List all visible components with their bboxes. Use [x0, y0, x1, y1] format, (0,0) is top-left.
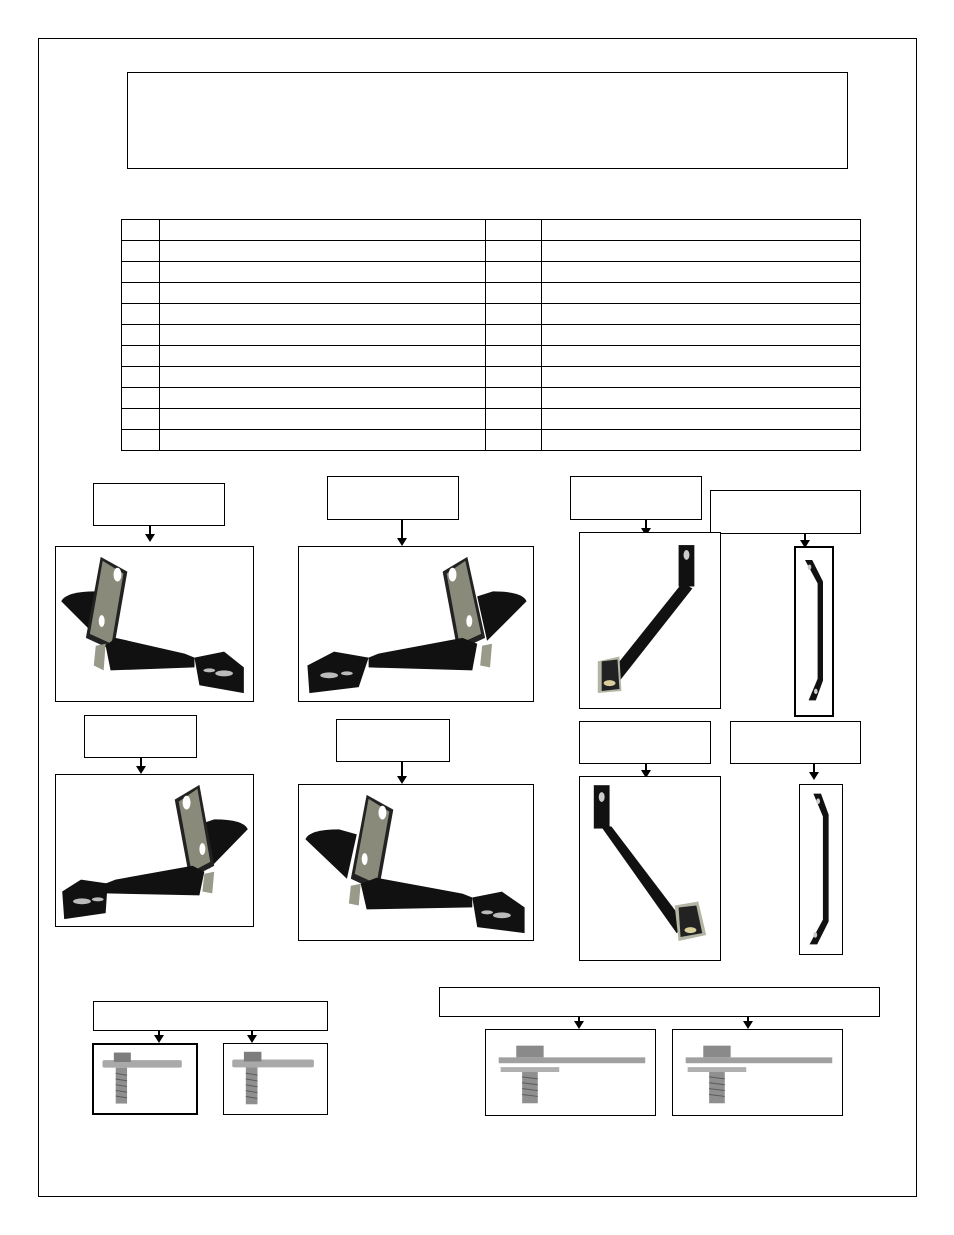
parts-table-cell — [486, 241, 542, 262]
parts-table-cell — [542, 262, 861, 283]
parts-table-cell — [542, 241, 861, 262]
bolt-image — [94, 1045, 196, 1113]
notice-box — [127, 72, 848, 169]
arrow-head — [574, 1021, 584, 1029]
arrow-head — [247, 1035, 257, 1043]
parts-table-cell — [486, 325, 542, 346]
parts-table-cell — [542, 388, 861, 409]
photo-small-bolt-1 — [92, 1043, 198, 1115]
parts-table-row — [122, 241, 861, 262]
parts-table-cell — [486, 283, 542, 304]
bracket-image — [56, 775, 253, 926]
parts-table-cell — [542, 304, 861, 325]
parts-table-cell — [122, 241, 160, 262]
photo-strap-bracket-b — [579, 776, 721, 961]
photo-bracket-left-rear — [55, 774, 254, 927]
parts-table-cell — [486, 304, 542, 325]
photo-large-bolt-1 — [485, 1029, 656, 1116]
parts-table-cell — [122, 262, 160, 283]
parts-table-row — [122, 430, 861, 451]
arrow-line — [401, 520, 403, 539]
callout-bracket-left-front — [93, 483, 225, 526]
parts-table-cell — [159, 262, 486, 283]
parts-list-body — [122, 220, 861, 451]
photo-flat-strap-a — [794, 546, 834, 717]
parts-table-cell — [542, 220, 861, 241]
parts-table-cell — [122, 346, 160, 367]
parts-table-cell — [159, 430, 486, 451]
parts-table-row — [122, 304, 861, 325]
parts-table-cell — [542, 430, 861, 451]
parts-table-cell — [486, 388, 542, 409]
bolt-image — [224, 1044, 327, 1114]
flat-strap-image — [800, 785, 842, 954]
callout-bracket-left-rear — [84, 715, 197, 758]
callout-bracket-right-rear — [336, 719, 450, 762]
parts-table-cell — [486, 220, 542, 241]
parts-table-cell — [486, 367, 542, 388]
arrow-head — [145, 534, 155, 542]
bolt-image — [486, 1030, 655, 1115]
parts-table-cell — [486, 430, 542, 451]
flat-strap-image — [796, 548, 832, 715]
arrow-head — [397, 538, 407, 546]
parts-table-cell — [122, 430, 160, 451]
parts-table-cell — [122, 409, 160, 430]
callout-strap-bracket-b — [579, 721, 711, 764]
parts-table-cell — [122, 283, 160, 304]
parts-list-table — [121, 219, 861, 451]
parts-table-cell — [159, 220, 486, 241]
parts-table-cell — [159, 325, 486, 346]
parts-table-row — [122, 325, 861, 346]
parts-table-row — [122, 283, 861, 304]
photo-small-bolt-2 — [223, 1043, 328, 1115]
photo-large-bolt-2 — [672, 1029, 843, 1116]
bracket-image — [56, 547, 253, 701]
callout-strap-bracket-a — [570, 476, 702, 520]
callout-bracket-right-front — [327, 476, 459, 520]
parts-table-cell — [122, 220, 160, 241]
parts-table-cell — [122, 367, 160, 388]
strap-bracket-image — [580, 533, 720, 708]
callout-small-bolt-set — [93, 1001, 328, 1031]
arrow-line — [140, 758, 142, 766]
callout-flat-strap-b — [730, 721, 861, 764]
photo-bracket-right-front — [298, 546, 534, 702]
photo-strap-bracket-a — [579, 532, 721, 709]
callout-large-bolt-set — [439, 987, 880, 1017]
parts-table-cell — [542, 325, 861, 346]
parts-table-cell — [159, 241, 486, 262]
parts-table-row — [122, 220, 861, 241]
bolt-image — [673, 1030, 842, 1115]
photo-bracket-left-front — [55, 546, 254, 702]
parts-table-cell — [122, 304, 160, 325]
photo-flat-strap-b — [799, 784, 843, 955]
parts-table-cell — [159, 283, 486, 304]
parts-table-cell — [542, 409, 861, 430]
callout-flat-strap-a — [710, 490, 861, 534]
parts-table-cell — [486, 262, 542, 283]
parts-table-cell — [159, 388, 486, 409]
arrow-line — [401, 762, 403, 777]
parts-table-cell — [159, 346, 486, 367]
parts-table-row — [122, 262, 861, 283]
photo-bracket-right-rear — [298, 784, 534, 941]
parts-table-cell — [159, 367, 486, 388]
parts-table-cell — [486, 409, 542, 430]
parts-table-row — [122, 346, 861, 367]
parts-table-cell — [159, 304, 486, 325]
arrow-head — [136, 766, 146, 774]
parts-table-cell — [486, 346, 542, 367]
parts-table-cell — [122, 388, 160, 409]
parts-table-row — [122, 388, 861, 409]
parts-table-cell — [159, 409, 486, 430]
arrow-head — [397, 776, 407, 784]
parts-table-row — [122, 409, 861, 430]
parts-table-row — [122, 367, 861, 388]
arrow-head — [743, 1021, 753, 1029]
parts-table-cell — [542, 346, 861, 367]
bracket-image — [299, 785, 533, 940]
strap-bracket-image — [580, 777, 720, 960]
parts-table-cell — [542, 367, 861, 388]
bracket-image — [299, 547, 533, 701]
parts-table-cell — [542, 283, 861, 304]
arrow-head — [154, 1035, 164, 1043]
arrow-head — [809, 772, 819, 780]
parts-table-cell — [122, 325, 160, 346]
